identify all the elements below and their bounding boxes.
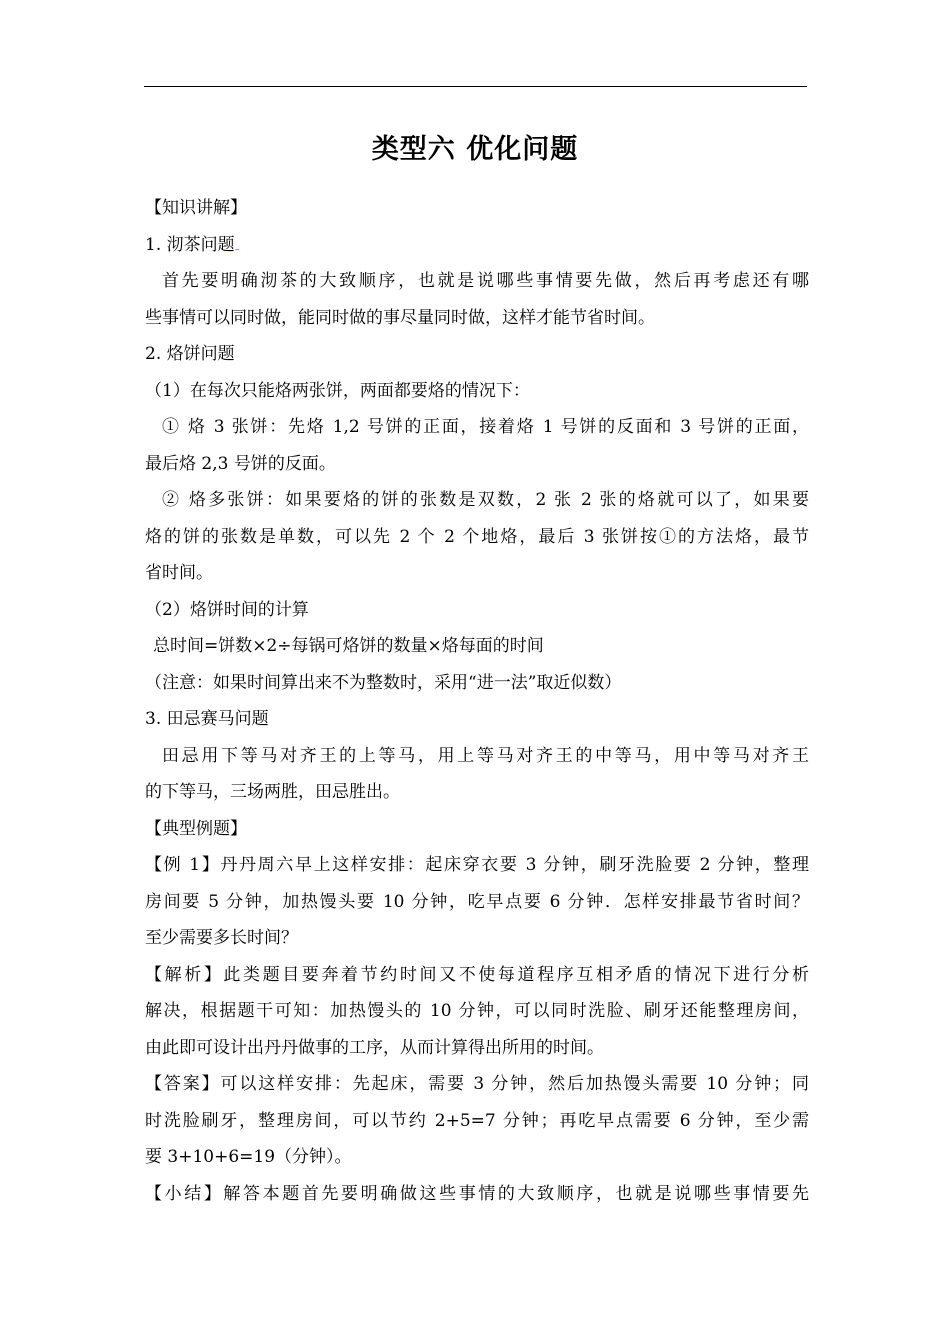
section-1-title-text: 1. 沏茶问题 bbox=[145, 234, 235, 255]
section-2-item-2-line-2: 烙的饼的张数是单数，可以先 2 个 2 个地烙，最后 3 张饼按①的方法烙，最节 bbox=[145, 526, 809, 547]
section-2-item-1-line-1: ① 烙 3 张饼：先烙 1,2 号饼的正面，接着烙 1 号饼的反面和 3 号饼的正面， bbox=[162, 417, 809, 437]
answer-line-1: 【答案】可以这样安排：先起床，需要 3 分钟，然后加热馒头需要 10 分钟；同 bbox=[145, 1074, 809, 1094]
header-rule bbox=[144, 86, 807, 87]
section-1-paragraph-line-1: 首先要明确沏茶的大致顺序，也就是说哪些事情要先做，然后再考虑还有哪 bbox=[162, 271, 809, 291]
section-1-paragraph-line-2: 些事情可以同时做，能同时做的事尽量同时做，这样才能节省时间。 bbox=[145, 307, 655, 328]
answer-line-3: 要 3+10+6=19（分钟）。 bbox=[145, 1147, 352, 1167]
section-2-subheading-2: （2）烙饼时间的计算 bbox=[145, 599, 309, 620]
example-1-line-3: 至少需要多长时间？ bbox=[145, 928, 298, 948]
answer-line-2: 时洗脸刷牙，整理房间，可以节约 2+5=7 分钟；再吃早点需要 6 分钟，至少需 bbox=[145, 1110, 809, 1131]
document-body bbox=[145, 190, 809, 1212]
section-2-note: （注意：如果时间算出来不为整数时，采用“进一法”取近似数） bbox=[145, 672, 622, 693]
example-1-line-2: 房间要 5 分钟，加热馒头要 10 分钟，吃早点要 6 分钟．怎样安排最节省时间？ bbox=[145, 891, 809, 912]
analysis-line-2: 解决，根据题干可知：加热馒头的 10 分钟，可以同时洗脸、刷牙还能整理房间， bbox=[145, 1001, 809, 1021]
example-1-line-1: 【例 1】丹丹周六早上这样安排：起床穿衣要 3 分钟，刷牙洗脸要 2 分钟，整理 bbox=[145, 855, 809, 875]
section-2-item-2-line-3: 省时间。 bbox=[145, 563, 213, 583]
section-3-title: 3. 田忌赛马问题 bbox=[145, 709, 269, 729]
section-2-formula: 总时间=饼数×2÷每锅可烙饼的数量×烙每面的时间 bbox=[153, 636, 544, 656]
examples-heading: 【典型例题】 bbox=[145, 818, 247, 839]
section-3-paragraph-line-2: 的下等马，三场两胜，田忌胜出。 bbox=[145, 782, 400, 802]
section-2-subheading-1: （1）在每次只能烙两张饼，两面都要烙的情况下： bbox=[145, 380, 530, 401]
section-1-title bbox=[145, 227, 809, 264]
page-title: 类型六 优化问题 bbox=[371, 134, 579, 165]
section-3-paragraph-line-1: 田忌用下等马对齐王的上等马，用上等马对齐王的中等马，用中等马对齐王 bbox=[162, 745, 809, 766]
analysis-line-3: 由此即可设计出丹丹做事的工序，从而计算得出所用的时间。 bbox=[145, 1037, 604, 1058]
section-2-item-1-line-2: 最后烙 2,3 号饼的反面。 bbox=[145, 453, 336, 474]
knowledge-heading: 【知识讲解】 bbox=[145, 198, 247, 218]
section-2-title: 2. 烙饼问题 bbox=[145, 344, 235, 364]
summary-line-1: 【小结】解答本题首先要明确做这些事情的大致顺序，也就是说哪些事情要先 bbox=[145, 1183, 809, 1204]
analysis-line-1: 【解析】此类题目要奔着节约时间又不使每道程序互相矛盾的情况下进行分析 bbox=[145, 964, 809, 985]
edit-mark-icon bbox=[235, 239, 239, 250]
section-2-item-2-line-1: ② 烙多张饼：如果要烙的饼的张数是双数，2 张 2 张的烙就可以了，如果要 bbox=[162, 490, 809, 510]
